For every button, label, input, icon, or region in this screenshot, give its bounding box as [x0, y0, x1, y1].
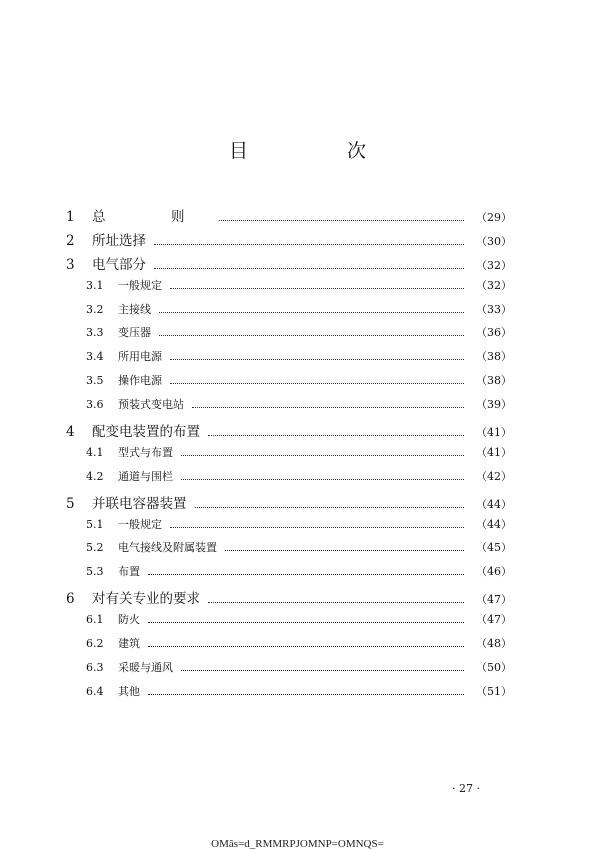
toc-entry-6-2[interactable] — [66, 635, 512, 659]
toc-entry-title: 布置 — [118, 565, 140, 579]
toc-entry-number: 5.2 — [86, 541, 104, 555]
toc-entry-3-5[interactable] — [66, 372, 512, 396]
toc-entry-3-1[interactable] — [66, 277, 512, 301]
page-title: 目 次 — [228, 140, 406, 162]
dot-leader — [170, 527, 464, 528]
dot-leader — [170, 288, 464, 289]
toc-entry-page: （32） — [476, 278, 512, 292]
dot-leader — [208, 602, 464, 603]
dot-leader — [195, 507, 465, 508]
toc-entry-page: （51） — [476, 684, 512, 698]
toc-entry-title: 预装式变电站 — [118, 398, 184, 412]
toc-entry-title: 并联电容器装置 — [92, 495, 187, 512]
toc-entry-number: 3.4 — [86, 350, 104, 364]
toc-entry-2[interactable] — [66, 229, 512, 253]
dot-leader — [208, 435, 464, 436]
toc-entry-6[interactable] — [66, 587, 512, 611]
dot-leader — [181, 479, 464, 480]
toc-entry-title: 配变电装置的布置 — [92, 424, 200, 441]
toc-entry-number: 4.1 — [86, 445, 104, 459]
toc-entry-title: 电气部分 — [92, 256, 146, 273]
toc-entry-title: 其他 — [118, 684, 140, 698]
toc-entry-page: （29） — [476, 211, 512, 224]
toc-entry-number: 6 — [66, 591, 75, 608]
dot-leader — [159, 312, 464, 313]
toc-entry-page: （47） — [476, 613, 512, 627]
dot-leader — [148, 622, 464, 623]
dot-leader — [148, 694, 464, 695]
toc-entry-5-1[interactable] — [66, 516, 512, 540]
toc-entry-5-3[interactable] — [66, 563, 512, 587]
toc-entry-page: （42） — [476, 469, 512, 483]
toc-entry-number: 5.1 — [86, 517, 104, 531]
toc-entry-number: 6.1 — [86, 613, 104, 627]
toc-entry-title: 防火 — [118, 613, 140, 627]
toc-entry-number: 4 — [66, 424, 75, 441]
toc-entry-page: （45） — [476, 541, 512, 555]
toc-entry-title: 一般规定 — [118, 278, 162, 292]
toc-entry-page: （44） — [476, 497, 512, 511]
toc-entry-number: 5 — [66, 495, 75, 512]
dot-leader — [170, 383, 464, 384]
toc-entry-title: 操作电源 — [118, 374, 162, 388]
toc-entry-3-6[interactable] — [66, 396, 512, 420]
dot-leader — [181, 455, 464, 456]
dot-leader — [170, 359, 464, 360]
toc-entry-number: 6.4 — [86, 684, 104, 698]
dot-leader — [154, 244, 464, 245]
toc-entry-page: （47） — [476, 593, 512, 607]
toc-entry-3[interactable] — [66, 253, 512, 277]
toc-entry-3-2[interactable] — [66, 301, 512, 325]
toc-entry-number: 6.3 — [86, 660, 104, 674]
toc-entry-number: 5.3 — [86, 565, 104, 579]
toc-entry-title: 型式与布置 — [118, 445, 173, 459]
toc-entry-page: （41） — [476, 445, 512, 459]
toc-entry-4-1[interactable] — [66, 444, 512, 468]
toc-entry-page: （38） — [476, 374, 512, 388]
toc-entry-title: 建筑 — [118, 637, 140, 651]
toc-entry-number: 2 — [66, 232, 75, 249]
toc-entry-3-4[interactable] — [66, 348, 512, 372]
toc-entry-title: 所址选择 — [92, 232, 146, 249]
toc-entry-6-3[interactable] — [66, 659, 512, 683]
toc-entry-number: 3 — [66, 256, 75, 273]
toc-entry-number: 3.1 — [86, 278, 104, 292]
toc-entry-5-2[interactable] — [66, 539, 512, 563]
toc-entry-page: （30） — [476, 234, 512, 248]
footer-code: OMâs=d_RMMRPJOMNP=OMNQS= — [211, 838, 384, 850]
table-of-contents — [66, 205, 512, 707]
toc-entry-3-3[interactable] — [66, 324, 512, 348]
dot-leader — [225, 550, 464, 551]
toc-entry-number: 3.3 — [86, 326, 104, 340]
toc-entry-page: （38） — [476, 350, 512, 364]
toc-entry-title: 一般规定 — [118, 517, 162, 531]
toc-entry-6-4[interactable] — [66, 683, 512, 707]
toc-entry-title: 所用电源 — [118, 350, 162, 364]
dot-leader — [148, 574, 464, 575]
toc-entry-title: 对有关专业的要求 — [92, 591, 200, 608]
toc-entry-page: （44） — [476, 517, 512, 531]
dot-leader — [159, 335, 464, 336]
toc-entry-1[interactable] — [66, 205, 512, 229]
toc-entry-page: （48） — [476, 637, 512, 651]
toc-entry-page: （32） — [476, 258, 512, 272]
toc-entry-page: （41） — [476, 426, 512, 440]
toc-entry-page: （46） — [476, 565, 512, 579]
toc-entry-title: 电气接线及附属装置 — [118, 541, 217, 555]
toc-entry-5[interactable] — [66, 492, 512, 516]
toc-entry-number: 3.2 — [86, 302, 104, 316]
toc-entry-title: 通道与围栏 — [118, 469, 173, 483]
toc-entry-4-2[interactable] — [66, 468, 512, 492]
toc-entry-number: 3.6 — [86, 398, 104, 412]
toc-entry-page: （50） — [476, 660, 512, 674]
toc-entry-title: 采暖与通风 — [118, 660, 173, 674]
dot-leader — [148, 646, 464, 647]
toc-entry-page: （39） — [476, 398, 512, 412]
dot-leader — [219, 220, 465, 221]
toc-entry-page: （33） — [476, 302, 512, 316]
dot-leader — [181, 670, 464, 671]
page-number: · 27 · — [452, 782, 480, 795]
toc-entry-number: 6.2 — [86, 637, 104, 651]
toc-entry-number: 1 — [66, 209, 75, 225]
dot-leader — [154, 268, 464, 269]
toc-entry-4[interactable] — [66, 420, 512, 444]
toc-entry-title: 总 则 — [92, 209, 211, 225]
toc-entry-number: 3.5 — [86, 374, 104, 388]
toc-entry-title: 变压器 — [118, 326, 151, 340]
toc-entry-page: （36） — [476, 326, 512, 340]
toc-entry-6-1[interactable] — [66, 611, 512, 635]
dot-leader — [192, 407, 464, 408]
toc-entry-number: 4.2 — [86, 469, 104, 483]
toc-entry-title: 主接线 — [118, 302, 151, 316]
